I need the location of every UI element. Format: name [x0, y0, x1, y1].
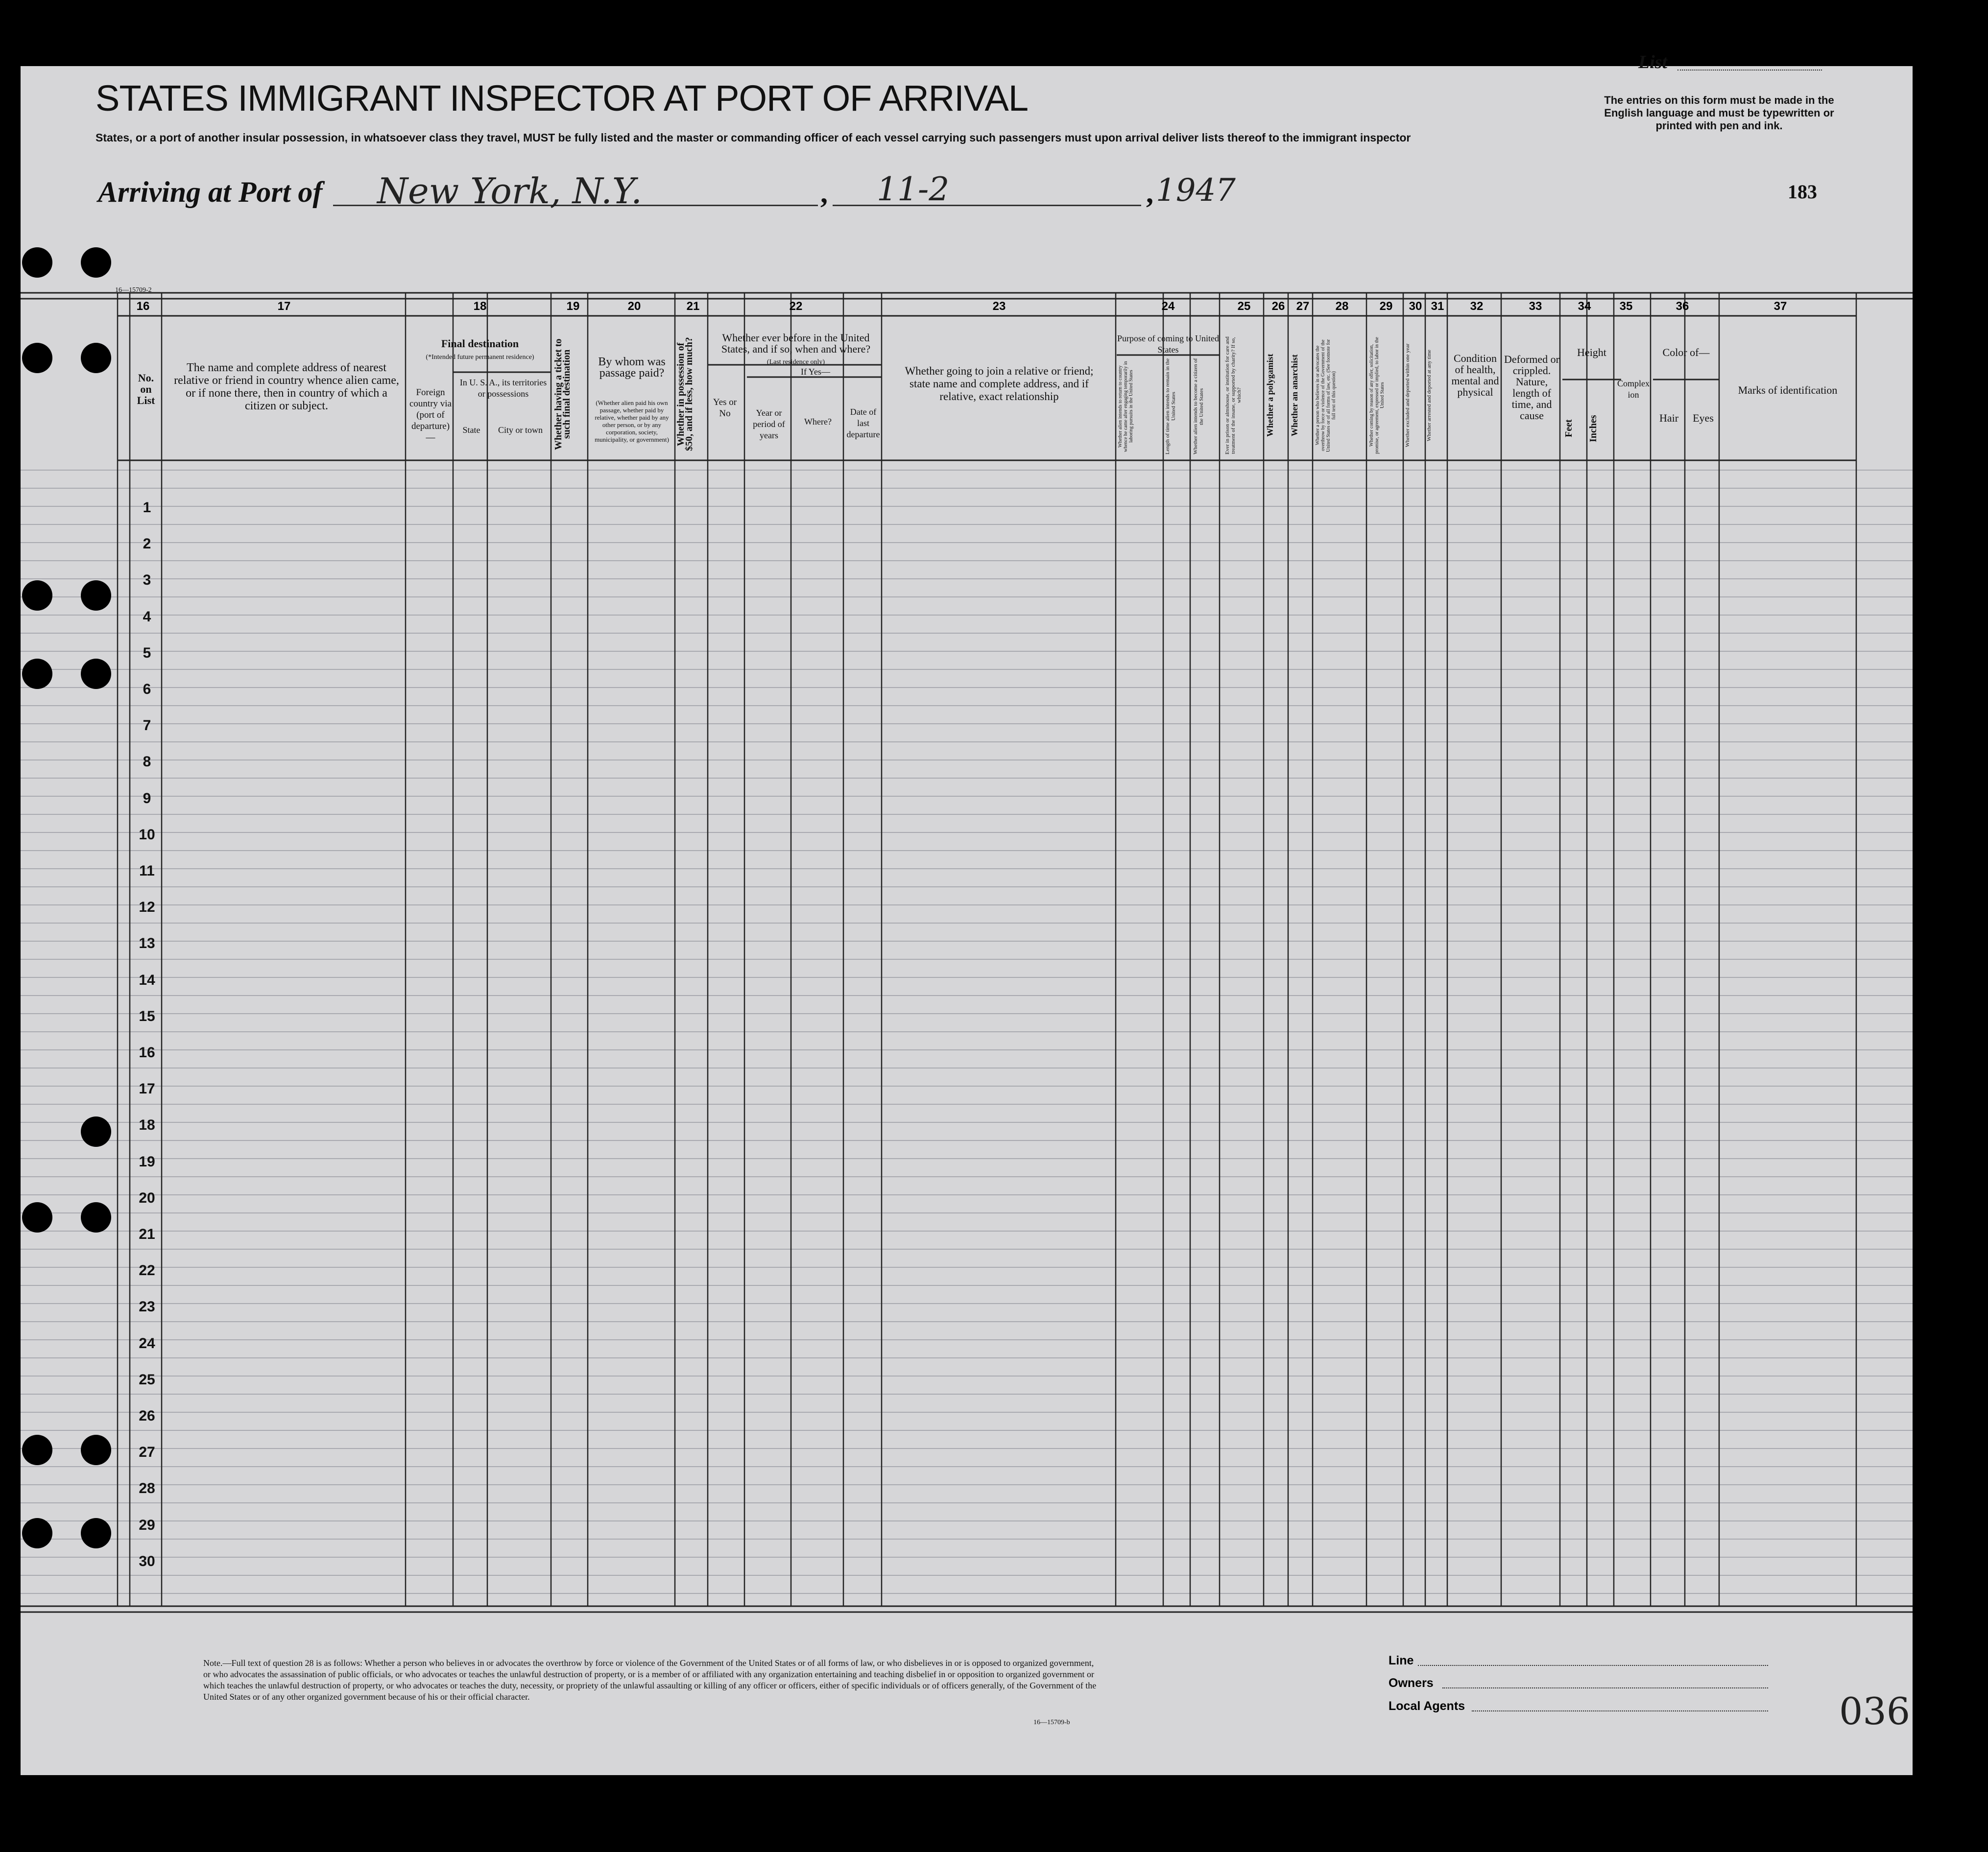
hdr-final-destination-sub: (*Intended future permanent residence)	[426, 354, 534, 361]
row-number: 1	[143, 499, 151, 516]
col-num-23: 23	[992, 300, 1006, 313]
hdr-marks: Marks of identification	[1738, 384, 1838, 396]
punch-hole	[81, 1116, 111, 1147]
col-num-34: 34	[1578, 300, 1591, 313]
row-number: 30	[139, 1553, 155, 1569]
row-number: 19	[139, 1153, 155, 1170]
row-number: 3	[143, 572, 151, 589]
hdr-if-yes: If Yes—	[800, 367, 830, 377]
hdr-inches: Inches	[1588, 415, 1599, 442]
row-number: 24	[139, 1335, 155, 1352]
hdr-height: Height	[1577, 346, 1606, 358]
row-number: 15	[139, 1008, 155, 1024]
hdr-labor-offer: Whether coming by reason of any offer, solicitation, promise, or agreement, expressed or implied, to labor in the United States	[1369, 337, 1385, 454]
col-num-28: 28	[1335, 300, 1349, 313]
port-handwritten: New York, N.Y.	[377, 170, 642, 212]
hdr-yes-no: Yes or No	[713, 397, 737, 419]
hdr-overthrow: Whether a person who believes in or advocates the overthrow by force or violence of the Government of the United States or of all forms of law, etc. (See footnote for full text of this question)	[1315, 339, 1337, 452]
owners-field	[1442, 1687, 1768, 1688]
page-number: 183	[1788, 181, 1817, 203]
row-number: 7	[143, 717, 151, 734]
row-number: 10	[139, 826, 155, 843]
row-number: 18	[139, 1117, 155, 1134]
punch-hole	[81, 247, 111, 278]
row-number: 21	[139, 1226, 155, 1242]
punch-hole	[22, 1518, 52, 1548]
punch-hole	[81, 580, 111, 611]
row-number: 5	[143, 644, 151, 661]
form-code: 16—15709-2	[115, 286, 152, 294]
hdr-health: Condition of health, mental and physical	[1451, 352, 1499, 398]
col-num-16: 16	[136, 300, 150, 313]
year-handwritten: 1947	[1156, 172, 1236, 209]
row-number: 13	[139, 935, 155, 952]
footer-form-code: 16—15709-b	[1033, 1719, 1070, 1726]
punch-hole	[81, 1518, 111, 1548]
col-num-20: 20	[627, 300, 641, 313]
col-num-37: 37	[1773, 300, 1787, 313]
hdr-join-relative: Whether going to join a relative or friend; state name and complete address, and if relative, exact relationship	[905, 365, 1094, 403]
col-num-24: 24	[1161, 300, 1175, 313]
hdr-color-of: Color of—	[1662, 346, 1710, 358]
row-number: 14	[139, 972, 155, 988]
hdr-eyes: Eyes	[1693, 412, 1714, 424]
punch-hole	[22, 1202, 52, 1233]
hdr-purpose-length: Length of time alien intends to remain in the United States	[1165, 358, 1176, 455]
col-num-29: 29	[1379, 300, 1393, 313]
hdr-purpose-return: Whether alien intends to return to country whence he came after engaging temporarily in laboring pursuits in the United States	[1118, 361, 1134, 452]
line-field	[1418, 1665, 1768, 1666]
row-number: 25	[139, 1371, 155, 1388]
col-num-35: 35	[1619, 300, 1633, 313]
page-title: STATES IMMIGRANT INSPECTOR AT PORT OF ARRIVAL	[96, 78, 1029, 119]
hdr-passage-paid: By whom was passage paid?	[598, 356, 666, 380]
comma-1: ,	[820, 177, 828, 209]
row-number: 4	[143, 608, 151, 625]
row-number: 28	[139, 1480, 155, 1497]
hdr-arrested: Whether arrested and deported at any time	[1426, 350, 1432, 441]
hdr-no-on-list: No. on List	[137, 372, 155, 406]
punch-hole	[22, 343, 52, 373]
hdr-date-departure: Date of last departure	[846, 407, 880, 439]
hdr-ticket: Whether having a ticket to such final destination	[553, 338, 572, 450]
hdr-feet: Feet	[1563, 419, 1574, 438]
date-handwritten: 11-2	[877, 170, 950, 208]
row-number: 16	[139, 1045, 155, 1061]
hdr-polygamist: Whether a polygamist	[1265, 354, 1275, 437]
punch-hole	[81, 343, 111, 373]
hdr-anarchist: Whether an anarchist	[1290, 354, 1299, 437]
col-num-17: 17	[277, 300, 291, 313]
hdr-state: State	[462, 425, 480, 435]
hdr-passage-paid-sub: (Whether alien paid his own passage, whether paid by relative, whether paid by any other person, or by any corporation, society, municipality, or government)	[595, 399, 669, 443]
hdr-fifty-dollars: Whether in possession of $50, and if less, how much?	[675, 337, 695, 451]
col-num-32: 32	[1470, 300, 1484, 313]
hdr-nearest-relative: The name and complete address of nearest relative or friend in country whence alien came, or if none there, then in country of which a citizen or subject.	[174, 361, 399, 412]
row-number: 27	[139, 1444, 155, 1461]
row-number: 23	[139, 1299, 155, 1315]
col-num-33: 33	[1529, 300, 1542, 313]
row-number: 20	[139, 1189, 155, 1206]
punch-hole	[81, 1202, 111, 1233]
col-num-36: 36	[1676, 300, 1689, 313]
col-num-30: 30	[1409, 300, 1422, 313]
row-number: 11	[139, 863, 155, 879]
row-number: 17	[139, 1081, 155, 1097]
col-num-21: 21	[686, 300, 700, 313]
hdr-city: City or town	[498, 425, 543, 435]
hdr-prison: Ever in prison or almshouse, or institution for care and treatment of the insane, or supported by charity? If so, which?	[1224, 336, 1242, 454]
col-num-18: 18	[473, 300, 487, 313]
hdr-foreign-country: Foreign country via (port of departure)—	[409, 387, 452, 443]
local-agents-label: Local Agents	[1389, 1699, 1465, 1713]
row-number: 12	[139, 899, 155, 916]
row-number: 26	[139, 1408, 155, 1424]
col-num-19: 19	[566, 300, 580, 313]
hdr-in-usa: In U. S. A., its territories or possessions	[459, 378, 547, 399]
hdr-complexion: Complexion	[1617, 379, 1650, 400]
punch-hole	[81, 659, 111, 689]
col-num-22: 22	[789, 300, 803, 313]
punch-hole	[22, 580, 52, 611]
language-notice: The entries on this form must be made in the English language and must be typewritten or printed with pen and ink.	[1604, 94, 1834, 132]
hdr-final-destination: Final destination	[441, 337, 519, 350]
hdr-purpose: Purpose of coming to United States	[1117, 333, 1219, 355]
punch-hole	[81, 1435, 111, 1465]
footnote-question-28: Note.—Full text of question 28 is as follows: Whether a person who believes in or advocates the overthrow by force or violence of the Government of the United States or of all forms of law, or who disbelieves in or is opposed to organized government, or who advocates the assassination of public officials, or who advocates or teaches the unlawful destruction of property, or is a member of or affiliated with any organization entertaining and teaching disbelief in or opposition to organized government or which teaches the unlawful destruction of property, or who advocates or teaches the duty, necessity, or propriety of the unlawful assaulting or killing of any officer or officers, either of specific individuals or of officers generally, of the Government of the United States or of any other organized government because of his or their official character.	[203, 1658, 1097, 1702]
hdr-deformed: Deformed or crippled. Nature, length of time, and cause	[1504, 353, 1559, 422]
row-number: 8	[143, 754, 151, 770]
row-number: 29	[139, 1517, 155, 1533]
col-num-26: 26	[1271, 300, 1285, 313]
hdr-hair: Hair	[1659, 412, 1679, 424]
row-number: 22	[139, 1262, 155, 1279]
stamp-number: 036	[1839, 1689, 1911, 1733]
list-label: List	[1638, 52, 1668, 72]
punch-hole	[22, 247, 52, 278]
owners-label: Owners	[1389, 1676, 1434, 1690]
punch-hole	[22, 659, 52, 689]
col-num-25: 25	[1237, 300, 1251, 313]
row-number: 9	[143, 790, 151, 807]
punch-hole	[22, 1435, 52, 1465]
comma-2: ,	[1146, 177, 1153, 209]
hdr-ever-before-sub: (Last residence only)	[766, 358, 825, 366]
hdr-excluded: Whether excluded and deported within one year	[1405, 343, 1411, 448]
hdr-purpose-citizen: Whether alien intends to become a citizen of the United States	[1193, 358, 1204, 455]
hdr-where: Where?	[804, 417, 832, 427]
row-number: 2	[143, 536, 151, 552]
hdr-ever-before: Whether ever before in the United States, and if so, when and where?	[721, 332, 871, 355]
col-num-31: 31	[1431, 300, 1444, 313]
line-label: Line	[1389, 1654, 1414, 1667]
hdr-year: Year or period of years	[753, 408, 785, 440]
arriving-port-label: Arriving at Port of	[98, 176, 323, 208]
row-number: 6	[143, 681, 151, 697]
page-subtitle: States, or a port of another insular possession, in whatsoever class they travel, MUST be fully listed and the master or commanding officer of each vessel carrying such passengers must upon arrival deliver lists thereof to the immigrant inspector	[96, 131, 1411, 144]
local-agents-field	[1472, 1710, 1768, 1711]
col-num-27: 27	[1296, 300, 1310, 313]
